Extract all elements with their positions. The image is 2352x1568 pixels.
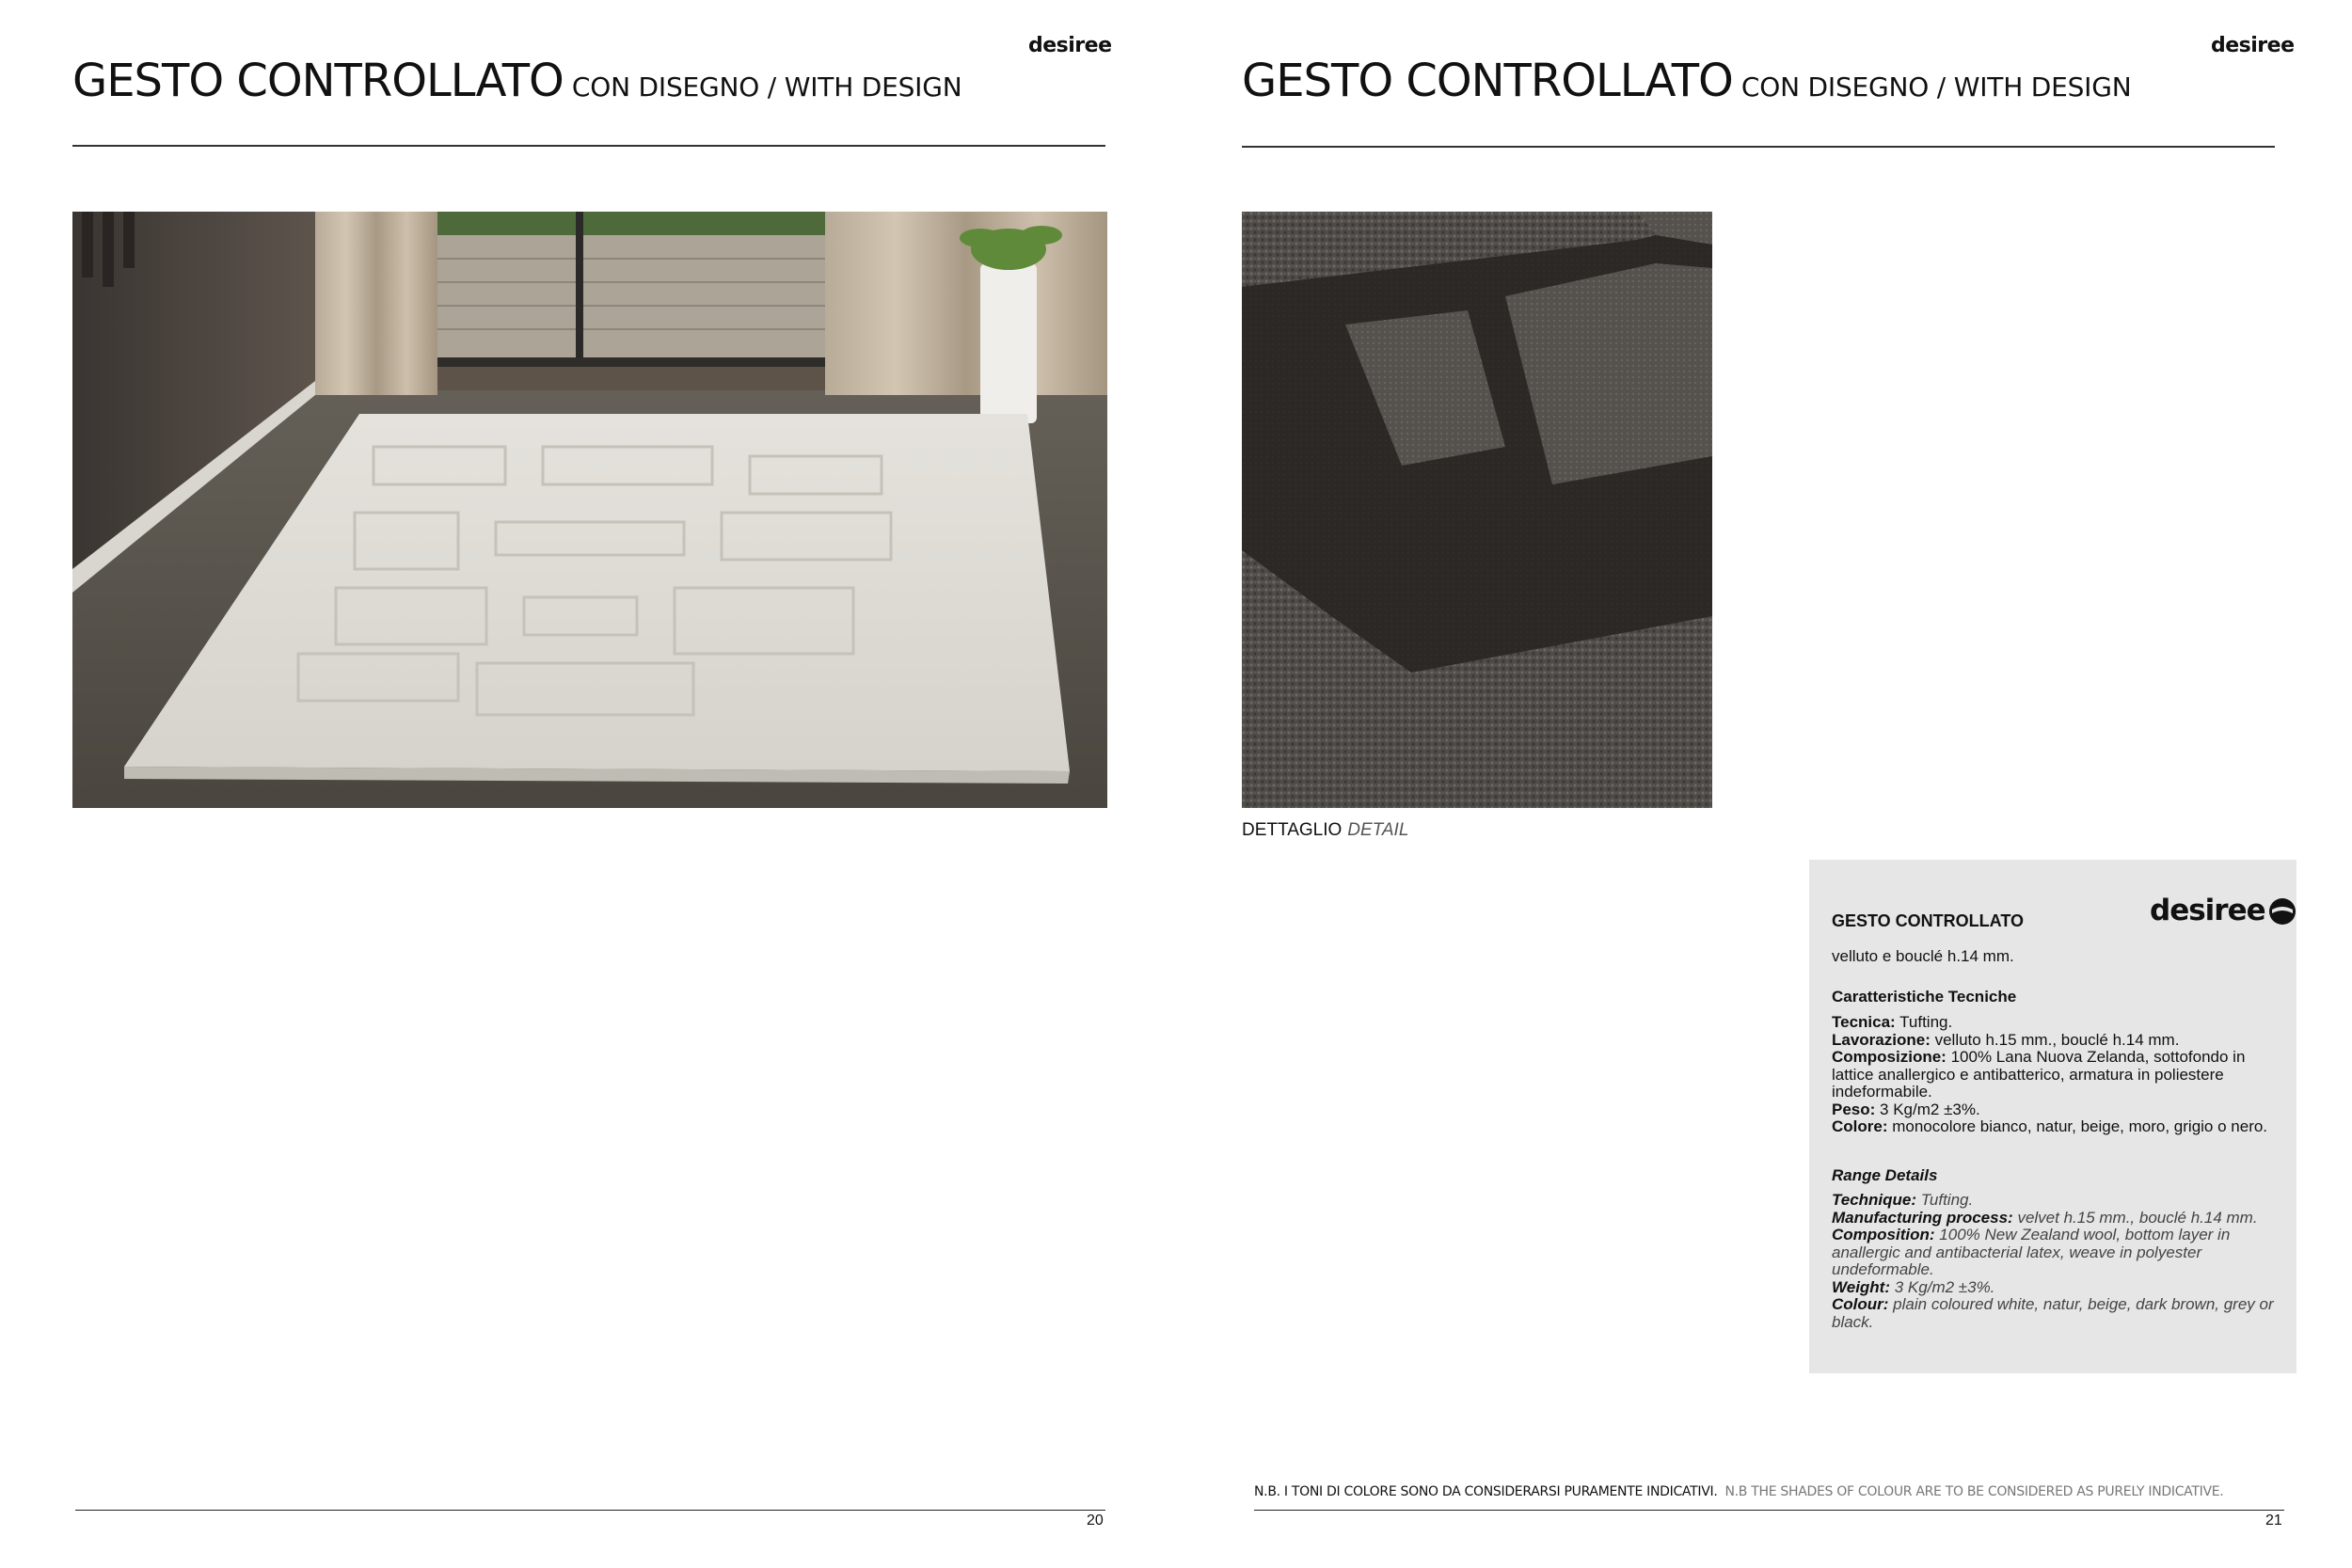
detail-photo bbox=[1242, 212, 1712, 808]
spec-value: 100% New Zealand wool, bottom layer in anallergic and antibacterial latex, weave in polyester undeformable. bbox=[1832, 1226, 2231, 1278]
disclaimer-it: N.B. I TONI DI COLORE SONO DA CONSIDERARSI PURAMENTE INDICATIVI. bbox=[1254, 1484, 1718, 1499]
title-sub: CON DISEGNO / WITH DESIGN bbox=[571, 71, 962, 103]
spec-row bbox=[1832, 1049, 2279, 1101]
page-number: 20 bbox=[1087, 1513, 1104, 1528]
spec-label: Tecnica: bbox=[1832, 1013, 1896, 1031]
spec-value: 100% Lana Nuova Zelanda, sottofondo in lattice anallergico e antibatterico, armatura in poliestere indeformabile. bbox=[1832, 1048, 2246, 1101]
spec-label: Lavorazione: bbox=[1832, 1030, 1931, 1049]
spec-short-desc: velluto e bouclé h.14 mm. bbox=[1832, 947, 2014, 965]
spec-sheet bbox=[1809, 860, 2296, 1373]
page-title bbox=[1242, 55, 2131, 107]
spec-label: Manufacturing process: bbox=[1832, 1208, 2013, 1227]
spec-value: Tufting. bbox=[1920, 1191, 1974, 1209]
spec-it-list bbox=[1832, 1014, 2279, 1136]
spec-en-heading: Range Details bbox=[1832, 1166, 1938, 1184]
spec-value: 3 Kg/m2 ±3%. bbox=[1880, 1100, 1980, 1118]
spec-label: Colour: bbox=[1832, 1295, 1889, 1313]
title-sub: CON DISEGNO / WITH DESIGN bbox=[1740, 71, 2132, 103]
brand-logo: desiree bbox=[1028, 34, 1112, 57]
spec-value: velluto h.15 mm., bouclé h.14 mm. bbox=[1934, 1030, 2180, 1049]
spec-row bbox=[1832, 1296, 2279, 1331]
spec-value: Tufting. bbox=[1899, 1013, 1953, 1031]
photo-caption bbox=[1242, 820, 1408, 841]
brand-mark-icon bbox=[2268, 897, 2296, 926]
footer-rule bbox=[1254, 1510, 2284, 1511]
spec-row bbox=[1832, 1279, 2279, 1297]
page-number: 21 bbox=[2265, 1513, 2282, 1528]
disclaimer-en: N.B THE SHADES OF COLOUR ARE TO BE CONSIDERED AS PURELY INDICATIVE. bbox=[1724, 1484, 2224, 1499]
title-main: GESTO CONTROLLATO bbox=[72, 55, 564, 107]
spec-label: Composizione: bbox=[1832, 1048, 1947, 1066]
spec-row bbox=[1832, 1014, 2279, 1032]
spec-label: Peso: bbox=[1832, 1100, 1876, 1118]
title-main: GESTO CONTROLLATO bbox=[1242, 55, 1733, 107]
spec-value: monocolore bianco, natur, beige, moro, grigio o nero. bbox=[1892, 1117, 2268, 1135]
header-rule bbox=[72, 145, 1105, 147]
spec-logo-text: desiree bbox=[2150, 894, 2265, 927]
footer-rule bbox=[75, 1510, 1105, 1511]
page-title bbox=[72, 55, 961, 107]
spec-row bbox=[1832, 1192, 2279, 1210]
room-photo bbox=[72, 212, 1107, 808]
right-page bbox=[1176, 0, 2352, 1568]
caption-en: DETAIL bbox=[1347, 820, 1409, 840]
spec-logo bbox=[2150, 894, 2296, 927]
header-rule bbox=[1242, 146, 2275, 148]
spec-value: plain coloured white, natur, beige, dark brown, grey or black. bbox=[1832, 1295, 2274, 1331]
spec-label: Composition: bbox=[1832, 1226, 1935, 1243]
spec-row bbox=[1832, 1101, 2279, 1119]
spec-row bbox=[1832, 1210, 2279, 1227]
spec-value: velvet h.15 mm., bouclé h.14 mm. bbox=[2017, 1208, 2258, 1227]
caption-it: DETTAGLIO bbox=[1242, 820, 1343, 840]
spec-it-heading: Caratteristiche Tecniche bbox=[1832, 988, 2017, 1006]
spec-label: Colore: bbox=[1832, 1117, 1888, 1135]
spec-row bbox=[1832, 1227, 2279, 1279]
spec-label: Technique: bbox=[1832, 1191, 1917, 1209]
brand-logo: desiree bbox=[2211, 34, 2295, 57]
spec-product-name: GESTO CONTROLLATO bbox=[1832, 911, 2025, 930]
spec-en-list bbox=[1832, 1192, 2279, 1331]
spec-row bbox=[1832, 1118, 2279, 1136]
colour-disclaimer bbox=[1254, 1484, 2223, 1499]
spec-label: Weight: bbox=[1832, 1277, 1891, 1296]
spec-row bbox=[1832, 1032, 2279, 1050]
spec-value: 3 Kg/m2 ±3%. bbox=[1894, 1277, 1995, 1296]
